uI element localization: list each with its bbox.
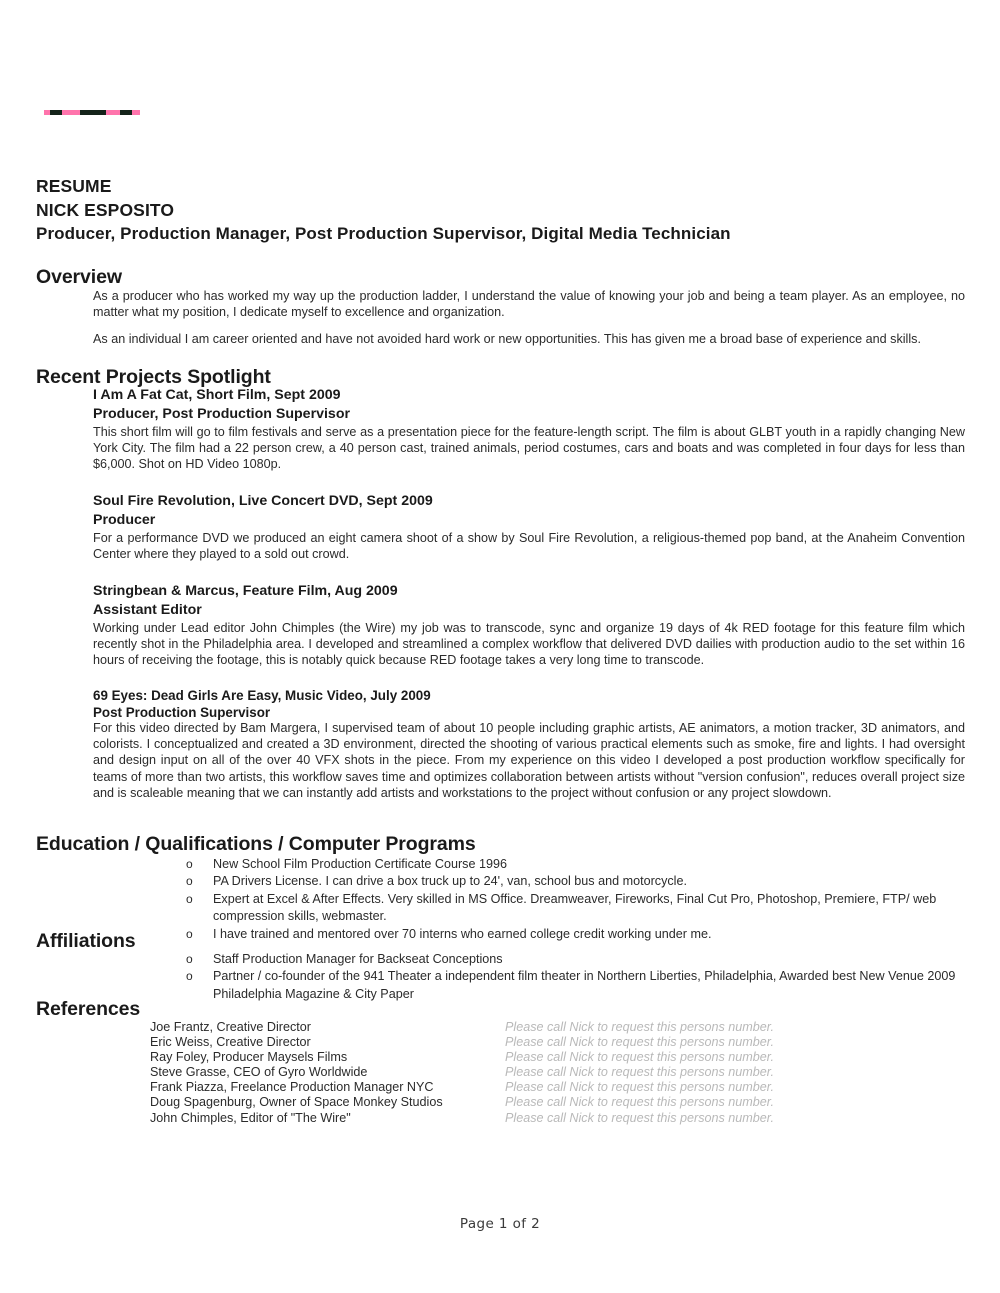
list-item <box>186 926 966 943</box>
reference-contact-note: Please call Nick to request this persons number. <box>505 1080 775 1095</box>
project-title: 69 Eyes: Dead Girls Are Easy, Music Video, July 2009 <box>93 688 431 703</box>
bullet-marker-icon: o <box>186 891 193 906</box>
reference-contact-note: Please call Nick to request this persons number. <box>505 1020 775 1034</box>
table-row <box>150 1050 870 1065</box>
document-header <box>36 174 966 246</box>
project-title: I Am A Fat Cat, Short Film, Sept 2009 <box>93 387 341 403</box>
redaction-blot-1 <box>50 110 62 115</box>
overview-paragraph-2: As an individual I am career oriented and have not avoided hard work or new opportunities. This has given me a broad base of experience and skills. <box>93 332 921 346</box>
list-item-label: New School Film Production Certificate Course 1996 <box>213 857 507 871</box>
list-item-label: I have trained and mentored over 70 interns who earned college credit working under me. <box>213 926 712 941</box>
reference-name: Joe Frantz, Creative Director <box>150 1020 311 1034</box>
list-item <box>186 873 966 890</box>
project-description: This short film will go to film festivals and serve as a presentation piece for the feature-length script. The film is about GLBT youth in a rapidly changing New York City. The film had a 22 person crew, a 40 person cast, trained animals, period costumes, cars and boats and was completed in four days for less than $6,000. Shot on HD Video 1080p. <box>93 425 965 472</box>
document-type-label: RESUME <box>36 176 112 196</box>
list-item-label: PA Drivers License. I can drive a box truck up to 24', van, school bus and motorcycle. <box>213 874 687 889</box>
reference-name: Eric Weiss, Creative Director <box>150 1035 311 1050</box>
section-heading-overview: Overview <box>36 266 122 288</box>
project-role: Producer, Post Production Supervisor <box>93 406 351 422</box>
reference-name: Frank Piazza, Freelance Production Manager NYC <box>150 1080 434 1095</box>
table-row <box>150 1035 870 1050</box>
redaction-blot-2 <box>80 110 106 115</box>
candidate-name: NICK ESPOSITO <box>36 200 175 220</box>
table-row <box>150 1111 870 1126</box>
reference-contact-note: Please call Nick to request this persons number. <box>505 1050 775 1065</box>
list-item <box>186 891 966 926</box>
section-heading-affiliations: Affiliations <box>36 930 136 952</box>
reference-name: Steve Grasse, CEO of Gyro Worldwide <box>150 1065 368 1080</box>
list-item-label: Staff Production Manager for Backseat Conceptions <box>213 952 503 966</box>
affiliations-list <box>186 951 966 1003</box>
section-heading-references: References <box>36 998 141 1020</box>
project-title: Soul Fire Revolution, Live Concert DVD, Sept 2009 <box>93 493 433 509</box>
list-item <box>186 856 966 873</box>
project-role: Post Production Supervisor <box>93 705 271 720</box>
list-item-label: Partner / co-founder of the 941 Theater a independent film theater in Northern Liberties, Philadelphia, Awarded best New Venue 2009 Philadelphia Magazine & City Paper <box>213 969 956 1001</box>
section-heading-education: Education / Qualifications / Computer Programs <box>36 833 476 855</box>
references-list <box>150 1020 870 1126</box>
list-item-label: Expert at Excel & After Effects. Very skilled in MS Office. Dreamweaver, Fireworks, Final Cut Pro, Photoshop, Premiere, FTP/ web compression skills, webmaster. <box>213 891 937 924</box>
section-heading-projects: Recent Projects Spotlight <box>36 366 271 388</box>
page-number-footer: Page 1 of 2 <box>459 1216 541 1232</box>
project-description: For this video directed by Bam Margera, I supervised team of about 10 people including graphic artists, AE animators, a motion tracker, 3D animators, and colorists. I conceptualized and created a 3D environment, directed the shooting of various practical elements such as smoke, fire and lights. I had oversight and design input on all of the over 40 VFX shots in the piece. From my experience on this video I developed a post production workflow specifically for teams of more than two artists, this workflow saves time and optimizes collaboration between artists without "version confusion", reduces overall project size and is scaleable meaning that we can instantly add artists and workstations to the project without confusion or any project slowdown. <box>93 721 965 800</box>
reference-contact-note: Please call Nick to request this persons number. <box>505 1035 775 1050</box>
bullet-marker-icon: o <box>186 874 193 889</box>
candidate-titles: Producer, Production Manager, Post Production Supervisor, Digital Media Technician <box>36 224 731 243</box>
table-row <box>150 1065 870 1080</box>
redaction-blot-3 <box>120 110 132 115</box>
project-description: Working under Lead editor John Chimples (the Wire) my job was to transcode, sync and organize 19 days of 4k RED footage for this feature film which recently shot in the Philadelphia area. I developed and streamlined a complex workflow that delivered DVD dailies with production audio to the set within 16 hours of receiving the footage, this is notably quick because RED footage takes a very long time to transcode. <box>93 621 965 668</box>
reference-name: Ray Foley, Producer Maysels Films <box>150 1050 348 1065</box>
bullet-marker-icon: o <box>186 926 193 941</box>
project-role: Producer <box>93 512 156 528</box>
overview-paragraph-1: As a producer who has worked my way up the production ladder, I understand the value of knowing your job and being a team player. As an employee, no matter what my position, I dedicate myself to excellence and organization. <box>93 289 965 320</box>
table-row <box>150 1020 870 1035</box>
reference-name: Doug Spagenburg, Owner of Space Monkey Studios <box>150 1095 443 1110</box>
reference-contact-note: Please call Nick to request this persons number. <box>505 1110 775 1125</box>
reference-contact-note: Please call Nick to request this persons number. <box>505 1095 775 1110</box>
project-description: For a performance DVD we produced an eight camera shoot of a show by Soul Fire Revolution, a religious-themed pop band, at the Anaheim Convention Center where they played to a sold out crowd. <box>93 531 965 562</box>
list-item <box>186 951 966 968</box>
list-item <box>186 968 966 1003</box>
bullet-marker-icon: o <box>186 969 193 984</box>
table-row <box>150 1095 870 1110</box>
reference-contact-note: Please call Nick to request this persons number. <box>505 1065 775 1080</box>
table-row <box>150 1080 870 1095</box>
education-list <box>186 856 966 943</box>
reference-name: John Chimples, Editor of "The Wire" <box>150 1110 351 1125</box>
bullet-marker-icon: o <box>186 952 193 966</box>
project-title: Stringbean & Marcus, Feature Film, Aug 2009 <box>93 583 398 599</box>
project-role: Assistant Editor <box>93 602 202 618</box>
pink-redaction-mark <box>44 110 140 115</box>
bullet-marker-icon: o <box>186 857 193 871</box>
